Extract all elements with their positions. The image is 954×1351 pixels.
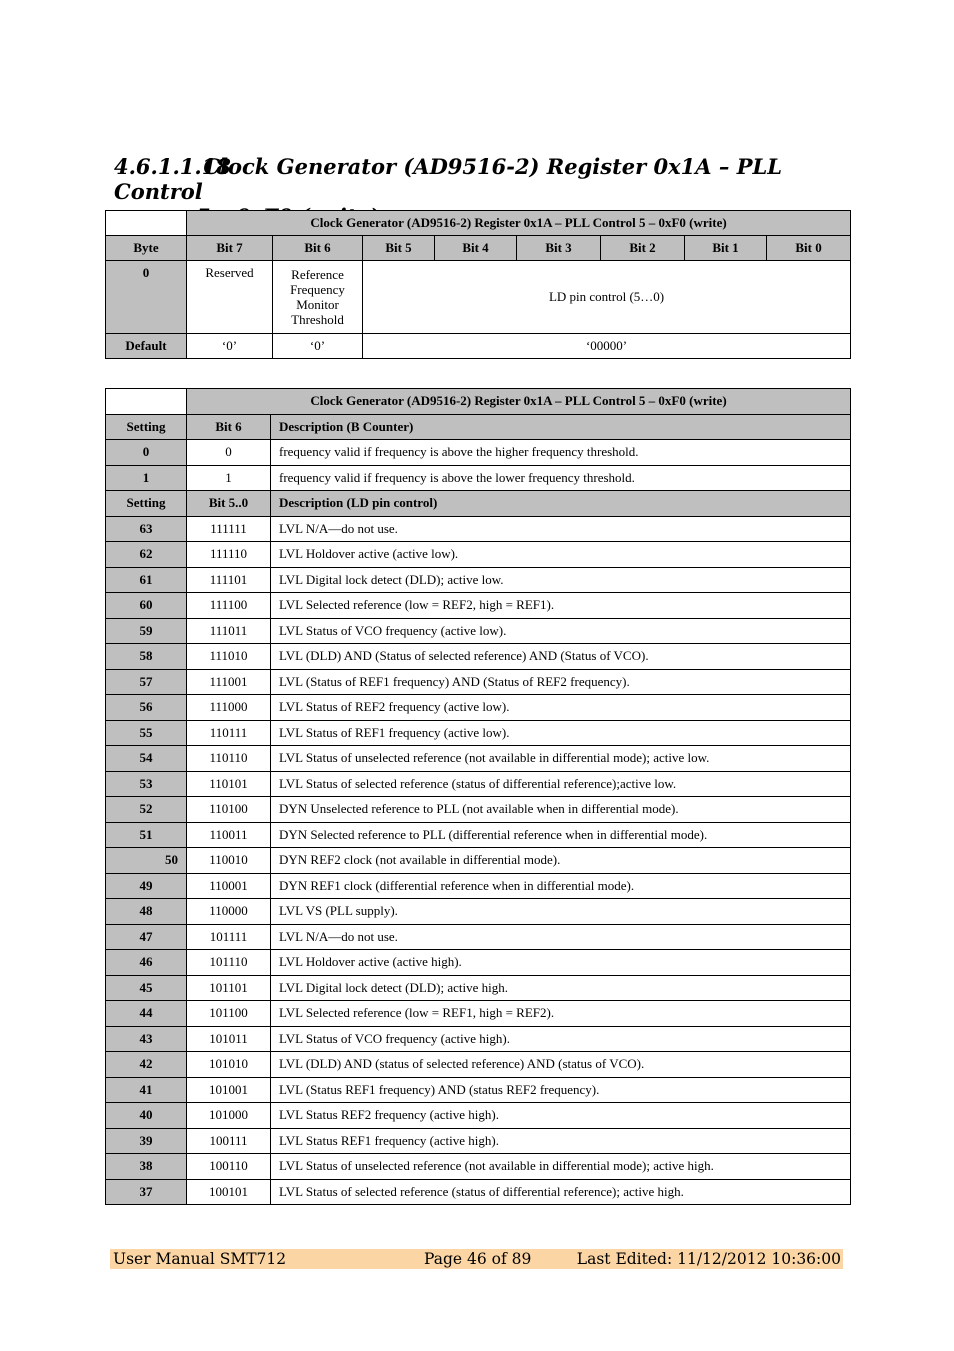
setting-cell: 48	[106, 899, 187, 925]
description-cell: LVL Status of REF2 frequency (active low).	[271, 695, 851, 721]
setting-cell: 40	[106, 1103, 187, 1129]
description-cell: LVL Status of VCO frequency (active low).	[271, 618, 851, 644]
setting-cell: 62	[106, 542, 187, 568]
table-row	[106, 1001, 851, 1027]
setting-cell: 38	[106, 1154, 187, 1180]
table2-header-bit6	[106, 414, 851, 440]
default-label: Default	[106, 334, 187, 359]
table-row	[106, 695, 851, 721]
table-row	[106, 822, 851, 848]
byte0-bit7: Reserved	[187, 261, 273, 334]
table-row	[106, 644, 851, 670]
byte0-bit6: Reference Frequency Monitor Threshold	[273, 261, 363, 334]
bits-cell: 111101	[187, 567, 271, 593]
setting-cell: 41	[106, 1077, 187, 1103]
bits-cell: 1	[187, 465, 271, 491]
description-cell: LVL Status of unselected reference (not available in differential mode); active low.	[271, 746, 851, 772]
description-cell: LVL VS (PLL supply).	[271, 899, 851, 925]
table-row	[106, 1154, 851, 1180]
setting-cell: 1	[106, 465, 187, 491]
setting-cell: 46	[106, 950, 187, 976]
table-row	[106, 593, 851, 619]
description-cell: LVL Status REF1 frequency (active high).	[271, 1128, 851, 1154]
setting-cell: 49	[106, 873, 187, 899]
description-cell: LVL (Status of REF1 frequency) AND (Status of REF2 frequency).	[271, 669, 851, 695]
table-row	[106, 1179, 851, 1205]
description-cell: LVL Digital lock detect (DLD); active low.	[271, 567, 851, 593]
header-bit1: Bit 1	[685, 236, 767, 261]
table-row	[106, 797, 851, 823]
description-cell: LVL Status of selected reference (status of differential reference);active low.	[271, 771, 851, 797]
table1-default-row	[106, 334, 851, 359]
table-row	[106, 975, 851, 1001]
table-row	[106, 746, 851, 772]
default-bit7: ‘0’	[187, 334, 273, 359]
table-row	[106, 516, 851, 542]
table-row	[106, 848, 851, 874]
footer-manual-name: User Manual SMT712	[113, 1250, 287, 1268]
bits-cell: 110011	[187, 822, 271, 848]
section-number: 4.6.1.1.18	[114, 154, 231, 179]
byte0-label: 0	[106, 261, 187, 334]
bits-cell: 100101	[187, 1179, 271, 1205]
setting-cell: 52	[106, 797, 187, 823]
description-cell: DYN Unselected reference to PLL (not available when in differential mode).	[271, 797, 851, 823]
header-bit4: Bit 4	[435, 236, 517, 261]
description-cell: frequency valid if frequency is above the lower frequency threshold.	[271, 465, 851, 491]
setting-cell: 47	[106, 924, 187, 950]
setting-cell: 51	[106, 822, 187, 848]
bits-cell: 101100	[187, 1001, 271, 1027]
default-bits5-0: ‘00000’	[363, 334, 851, 359]
table-row	[106, 1052, 851, 1078]
table-row	[106, 440, 851, 466]
bits-cell: 110111	[187, 720, 271, 746]
header-bit7: Bit 7	[187, 236, 273, 261]
bits-cell: 101111	[187, 924, 271, 950]
table2-header-ld	[106, 491, 851, 517]
section-title-line1: Clock Generator (AD9516-2) Register 0x1A – PLL Control	[114, 154, 783, 204]
description-cell: LVL Status of unselected reference (not available in differential mode); active high.	[271, 1154, 851, 1180]
table-row	[106, 567, 851, 593]
bits-cell: 101000	[187, 1103, 271, 1129]
table-row	[106, 1128, 851, 1154]
table-row	[106, 950, 851, 976]
bits-cell: 110000	[187, 899, 271, 925]
setting-cell: 43	[106, 1026, 187, 1052]
default-bit6: ‘0’	[273, 334, 363, 359]
bits-cell: 101101	[187, 975, 271, 1001]
description-cell: LVL N/A—do not use.	[271, 924, 851, 950]
bits-cell: 111011	[187, 618, 271, 644]
description-cell: DYN Selected reference to PLL (differential reference when in differential mode).	[271, 822, 851, 848]
footer-page-number: Page 46 of 89	[424, 1250, 532, 1268]
table-row	[106, 924, 851, 950]
setting-cell: 59	[106, 618, 187, 644]
table-row	[106, 720, 851, 746]
table1-title: Clock Generator (AD9516-2) Register 0x1A – PLL Control 5 – 0xF0 (write)	[187, 211, 851, 236]
header-bit0: Bit 0	[767, 236, 851, 261]
bits-cell: 111111	[187, 516, 271, 542]
setting-cell: 61	[106, 567, 187, 593]
page-footer	[110, 1249, 843, 1269]
setting-cell: 58	[106, 644, 187, 670]
description-cell: LVL Status of REF1 frequency (active low).	[271, 720, 851, 746]
table-row	[106, 1077, 851, 1103]
table-row	[106, 873, 851, 899]
header-bit2: Bit 2	[601, 236, 685, 261]
settings-description-table	[105, 388, 851, 1205]
description-cell: LVL Selected reference (low = REF2, high = REF1).	[271, 593, 851, 619]
header-bit5: Bit 5	[363, 236, 435, 261]
table-row	[106, 669, 851, 695]
setting-cell: 42	[106, 1052, 187, 1078]
bits-cell: 101011	[187, 1026, 271, 1052]
setting-cell: 50	[106, 848, 187, 874]
table1-corner	[106, 211, 187, 236]
setting-cell: 56	[106, 695, 187, 721]
table1-header-row	[106, 236, 851, 261]
description-cell: LVL (DLD) AND (status of selected reference) AND (status of VCO).	[271, 1052, 851, 1078]
description-cell: LVL Selected reference (low = REF1, high = REF2).	[271, 1001, 851, 1027]
setting-cell: 39	[106, 1128, 187, 1154]
setting-cell: 44	[106, 1001, 187, 1027]
setting-cell: 54	[106, 746, 187, 772]
description-cell: LVL Holdover active (active low).	[271, 542, 851, 568]
setting-cell: 45	[106, 975, 187, 1001]
setting-cell: 55	[106, 720, 187, 746]
table-row	[106, 899, 851, 925]
table2-title: Clock Generator (AD9516-2) Register 0x1A – PLL Control 5 – 0xF0 (write)	[187, 389, 851, 415]
setting-cell: 60	[106, 593, 187, 619]
header-bit6: Bit 6	[187, 414, 271, 440]
table-row	[106, 618, 851, 644]
bits-cell: 111100	[187, 593, 271, 619]
description-cell: DYN REF1 clock (differential reference when in differential mode).	[271, 873, 851, 899]
bits-cell: 111110	[187, 542, 271, 568]
setting-cell: 0	[106, 440, 187, 466]
bits-cell: 111000	[187, 695, 271, 721]
description-cell: LVL Status of selected reference (status of differential reference); active high.	[271, 1179, 851, 1205]
setting-cell: 57	[106, 669, 187, 695]
setting-cell: 53	[106, 771, 187, 797]
description-cell: LVL N/A—do not use.	[271, 516, 851, 542]
bits-cell: 101001	[187, 1077, 271, 1103]
header-byte: Byte	[106, 236, 187, 261]
description-cell: DYN REF2 clock (not available in differential mode).	[271, 848, 851, 874]
bits-cell: 110010	[187, 848, 271, 874]
table-row	[106, 771, 851, 797]
table-row	[106, 1026, 851, 1052]
byte0-bits5-0: LD pin control (5…0)	[363, 261, 851, 334]
bits-cell: 111001	[187, 669, 271, 695]
bits-cell: 0	[187, 440, 271, 466]
description-cell: LVL Status of VCO frequency (active high).	[271, 1026, 851, 1052]
bits-cell: 100111	[187, 1128, 271, 1154]
description-cell: LVL Digital lock detect (DLD); active high.	[271, 975, 851, 1001]
table-row	[106, 1103, 851, 1129]
bits-cell: 101110	[187, 950, 271, 976]
setting-cell: 63	[106, 516, 187, 542]
bits-cell: 110001	[187, 873, 271, 899]
description-cell: LVL Status REF2 frequency (active high).	[271, 1103, 851, 1129]
bits-cell: 110100	[187, 797, 271, 823]
header-bits5-0: Bit 5..0	[187, 491, 271, 517]
description-cell: LVL (Status REF1 frequency) AND (status REF2 frequency).	[271, 1077, 851, 1103]
header-setting: Setting	[106, 414, 187, 440]
table-row	[106, 542, 851, 568]
header-bit6: Bit 6	[273, 236, 363, 261]
bits-cell: 100110	[187, 1154, 271, 1180]
table2-corner	[106, 389, 187, 415]
bits-cell: 110110	[187, 746, 271, 772]
register-bit-table	[105, 210, 851, 359]
bits-cell: 110101	[187, 771, 271, 797]
header-bit3: Bit 3	[517, 236, 601, 261]
bits-cell: 111010	[187, 644, 271, 670]
header-description-ld: Description (LD pin control)	[271, 491, 851, 517]
header-description-b-counter: Description (B Counter)	[271, 414, 851, 440]
description-cell: LVL (DLD) AND (Status of selected reference) AND (Status of VCO).	[271, 644, 851, 670]
bits-cell: 101010	[187, 1052, 271, 1078]
description-cell: frequency valid if frequency is above the higher frequency threshold.	[271, 440, 851, 466]
header-setting: Setting	[106, 491, 187, 517]
setting-cell: 37	[106, 1179, 187, 1205]
table-row	[106, 465, 851, 491]
table1-byte0-row	[106, 261, 851, 334]
description-cell: LVL Holdover active (active high).	[271, 950, 851, 976]
footer-last-edited: Last Edited: 11/12/2012 10:36:00	[576, 1250, 841, 1268]
